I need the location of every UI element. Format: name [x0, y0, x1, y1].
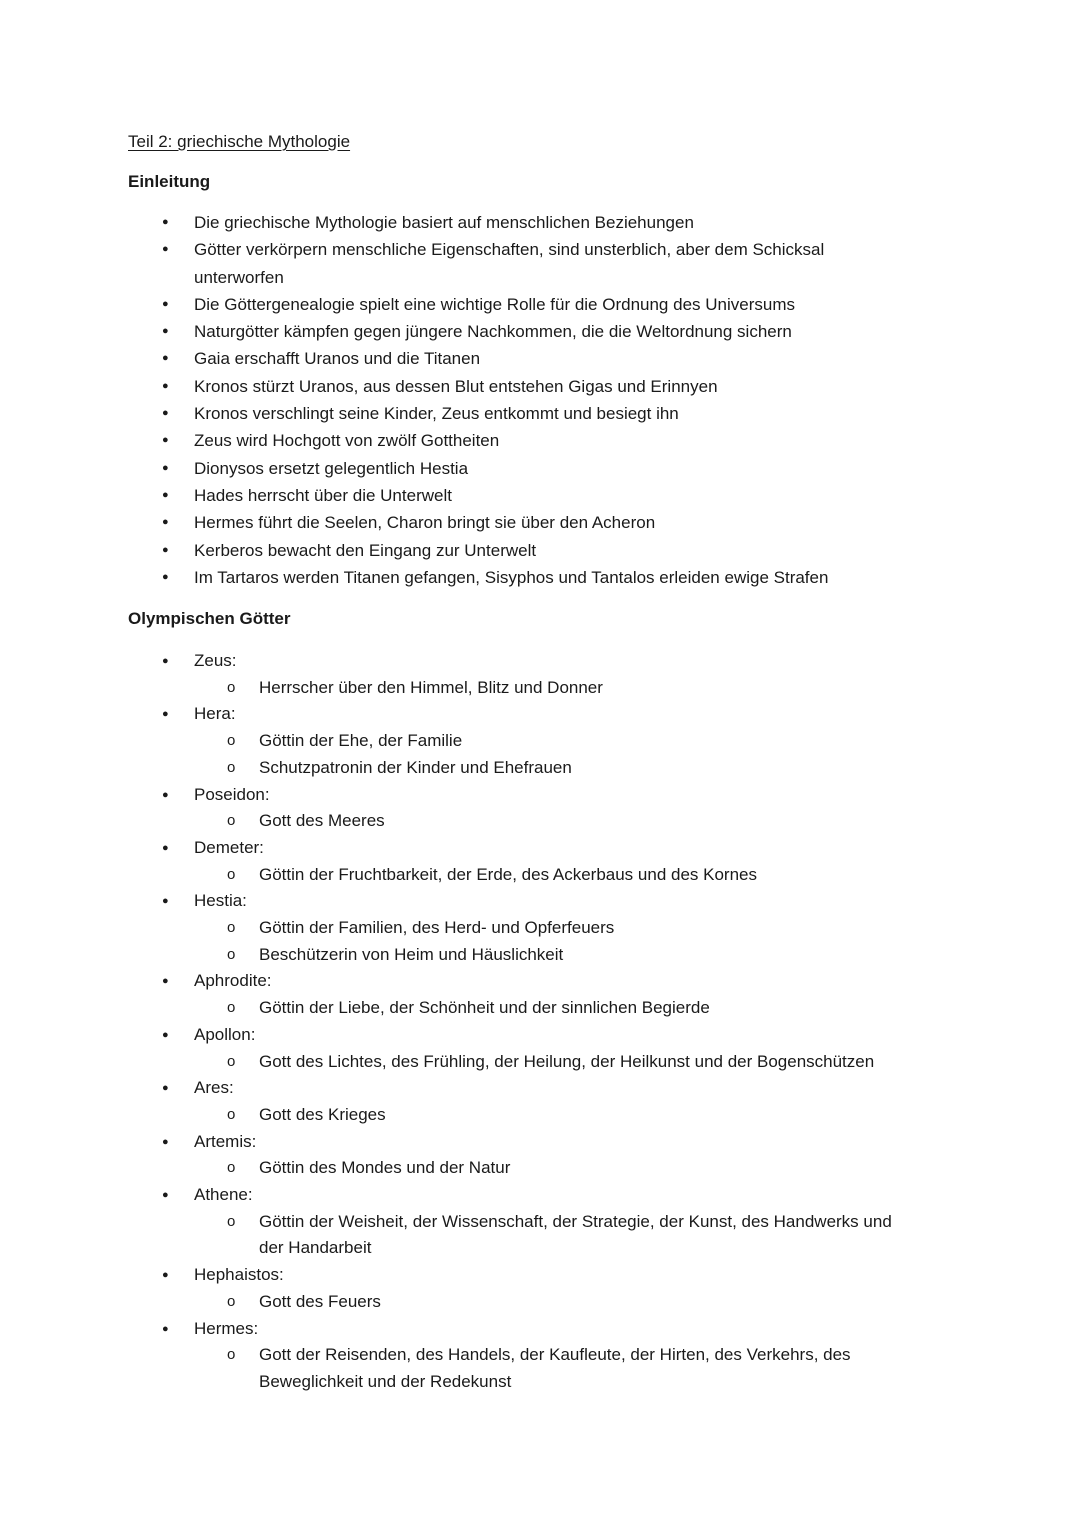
circle-bullet-icon: o — [227, 945, 236, 963]
god-details — [128, 1155, 892, 1182]
bullet-icon: ● — [162, 243, 169, 256]
list-item — [128, 236, 828, 291]
god-name: Hermes: — [194, 1318, 259, 1338]
bullet-icon: ● — [162, 708, 169, 721]
bullet-icon: ● — [162, 488, 169, 501]
god-name: Athene: — [194, 1185, 253, 1205]
god-item — [128, 835, 892, 888]
god-detail-item — [128, 755, 892, 782]
bullet-icon: ● — [162, 461, 169, 474]
circle-bullet-icon: o — [227, 1212, 236, 1230]
circle-bullet-icon: o — [227, 1052, 236, 1070]
list-item-text: Hermes führt die Seelen, Charon bringt sie über den Acheron — [194, 513, 656, 533]
god-name: Apollon: — [194, 1024, 256, 1044]
bullet-icon: ● — [162, 407, 169, 420]
god-detail-text: Göttin der Familien, des Herd- und Opferfeuers — [259, 918, 615, 938]
document-title: Teil 2: griechische Mythologie — [128, 132, 351, 151]
god-detail-text: Göttin der Weisheit, der Wissenschaft, der Strategie, der Kunst, des Handwerks und der Handarbeit — [259, 1211, 892, 1258]
section-heading-olympische-goetter: Olympischen Götter — [128, 609, 291, 628]
god-item — [128, 1182, 892, 1262]
god-detail-item — [128, 1155, 892, 1182]
circle-bullet-icon: o — [227, 919, 236, 937]
list-item-text: Hades herrscht über die Unterwelt — [194, 485, 452, 505]
circle-bullet-icon: o — [227, 678, 236, 696]
god-detail-item — [128, 942, 892, 969]
god-details — [128, 1289, 892, 1316]
god-details — [128, 1049, 892, 1076]
bullet-icon: ● — [162, 379, 169, 392]
god-item — [128, 701, 892, 781]
list-item-text: Kronos stürzt Uranos, aus dessen Blut entstehen Gigas und Erinnyen — [194, 376, 718, 396]
god-name: Artemis: — [194, 1131, 257, 1151]
list-item — [128, 209, 828, 236]
god-detail-item — [128, 915, 892, 942]
god-detail-item — [128, 1102, 892, 1129]
bullet-icon: ● — [162, 1082, 169, 1095]
list-item — [128, 564, 828, 591]
list-item — [128, 318, 828, 345]
circle-bullet-icon: o — [227, 732, 236, 750]
intro-list — [128, 209, 828, 591]
bullet-icon: ● — [162, 1322, 169, 1335]
god-detail-text: Göttin der Liebe, der Schönheit und der sinnlichen Begierde — [259, 998, 710, 1018]
god-detail-item — [128, 808, 892, 835]
bullet-icon: ● — [162, 516, 169, 529]
list-item — [128, 537, 828, 564]
list-item-text: Im Tartaros werden Titanen gefangen, Sisyphos und Tantalos erleiden ewige Strafen — [194, 567, 829, 587]
circle-bullet-icon: o — [227, 1346, 236, 1364]
god-name: Ares: — [194, 1078, 234, 1098]
bullet-icon: ● — [162, 1028, 169, 1041]
god-details — [128, 808, 892, 835]
bullet-icon: ● — [162, 325, 169, 338]
circle-bullet-icon: o — [227, 1159, 236, 1177]
god-detail-item — [128, 862, 892, 889]
list-item — [128, 373, 828, 400]
gods-list — [128, 648, 892, 1396]
god-detail-text: Göttin des Mondes und der Natur — [259, 1158, 511, 1178]
god-details — [128, 728, 892, 781]
god-details — [128, 995, 892, 1022]
god-item — [128, 1129, 892, 1182]
list-item-text: Die griechische Mythologie basiert auf menschlichen Beziehungen — [194, 213, 694, 232]
god-item — [128, 1075, 892, 1128]
list-item — [128, 400, 828, 427]
god-item — [128, 1316, 892, 1396]
god-detail-text: Gott des Lichtes, des Frühling, der Heilung, der Heilkunst und der Bogenschützen — [259, 1051, 875, 1071]
list-item-text: Die Göttergenealogie spielt eine wichtige Rolle für die Ordnung des Universums — [194, 294, 795, 314]
god-item — [128, 782, 892, 835]
god-detail-text: Beschützerin von Heim und Häuslichkeit — [259, 944, 564, 964]
bullet-icon: ● — [162, 543, 169, 556]
god-item — [128, 968, 892, 1021]
circle-bullet-icon: o — [227, 758, 236, 776]
list-item — [128, 345, 828, 372]
list-item — [128, 291, 828, 318]
god-item — [128, 1262, 892, 1315]
list-item-text: Kerberos bewacht den Eingang zur Unterwelt — [194, 540, 537, 560]
god-detail-item — [128, 995, 892, 1022]
bullet-icon: ● — [162, 434, 169, 447]
god-detail-text: Gott des Feuers — [259, 1291, 381, 1311]
god-name: Hera: — [194, 704, 236, 724]
list-item-text: Götter verkörpern menschliche Eigenschaften, sind unsterblich, aber dem Schicksal unterworfen — [194, 240, 825, 287]
god-detail-text: Herrscher über den Himmel, Blitz und Donner — [259, 677, 603, 697]
god-detail-text: Göttin der Ehe, der Familie — [259, 731, 463, 751]
list-item — [128, 427, 828, 454]
bullet-icon: ● — [162, 841, 169, 854]
circle-bullet-icon: o — [227, 812, 236, 830]
list-item-text: Kronos verschlingt seine Kinder, Zeus entkommt und besiegt ihn — [194, 404, 679, 424]
god-detail-item — [128, 1209, 892, 1262]
god-details — [128, 1209, 892, 1262]
bullet-icon: ● — [162, 297, 169, 310]
god-name: Zeus: — [194, 651, 237, 670]
god-detail-text: Gott der Reisenden, des Handels, der Kaufleute, der Hirten, des Verkehrs, des Beweglichkeit und der Redekunst — [259, 1345, 851, 1391]
god-item — [128, 1022, 892, 1075]
god-name: Hephaistos: — [194, 1265, 284, 1285]
list-item — [128, 482, 828, 509]
god-details — [128, 1102, 892, 1129]
circle-bullet-icon: o — [227, 865, 236, 883]
god-details — [128, 915, 892, 968]
list-item-text: Naturgötter kämpfen gegen jüngere Nachkommen, die die Weltordnung sichern — [194, 322, 792, 342]
list-item — [128, 509, 828, 536]
god-item — [128, 648, 892, 701]
god-item — [128, 888, 892, 968]
bullet-icon: ● — [162, 1269, 169, 1282]
god-detail-text: Gott des Meeres — [259, 811, 385, 831]
list-item-text: Gaia erschafft Uranos und die Titanen — [194, 349, 481, 369]
god-details — [128, 862, 892, 889]
god-detail-text: Göttin der Fruchtbarkeit, der Erde, des Ackerbaus und des Kornes — [259, 864, 757, 884]
god-name: Hestia: — [194, 891, 247, 911]
god-name: Demeter: — [194, 837, 264, 857]
bullet-icon: ● — [162, 895, 169, 908]
bullet-icon: ● — [162, 1189, 169, 1202]
god-detail-item — [128, 1049, 892, 1076]
bullet-icon: ● — [162, 1135, 169, 1148]
god-details — [128, 675, 892, 702]
circle-bullet-icon: o — [227, 1105, 236, 1123]
god-details — [128, 1342, 892, 1395]
bullet-icon: ● — [162, 788, 169, 801]
god-detail-item — [128, 1342, 892, 1395]
god-name: Poseidon: — [194, 784, 270, 804]
god-name: Aphrodite: — [194, 971, 272, 991]
bullet-icon: ● — [162, 570, 169, 583]
bullet-icon: ● — [162, 216, 169, 228]
section-heading-einleitung: Einleitung — [128, 172, 211, 191]
bullet-icon: ● — [162, 655, 169, 667]
god-detail-text: Gott des Krieges — [259, 1104, 386, 1124]
list-item-text: Zeus wird Hochgott von zwölf Gottheiten — [194, 431, 500, 451]
bullet-icon: ● — [162, 975, 169, 988]
circle-bullet-icon: o — [227, 999, 236, 1017]
god-detail-item — [128, 675, 892, 702]
god-detail-item — [128, 1289, 892, 1316]
bullet-icon: ● — [162, 352, 169, 365]
god-detail-text: Schutzpatronin der Kinder und Ehefrauen — [259, 757, 572, 777]
list-item — [128, 455, 828, 482]
god-detail-item — [128, 728, 892, 755]
circle-bullet-icon: o — [227, 1292, 236, 1310]
list-item-text: Dionysos ersetzt gelegentlich Hestia — [194, 458, 469, 478]
